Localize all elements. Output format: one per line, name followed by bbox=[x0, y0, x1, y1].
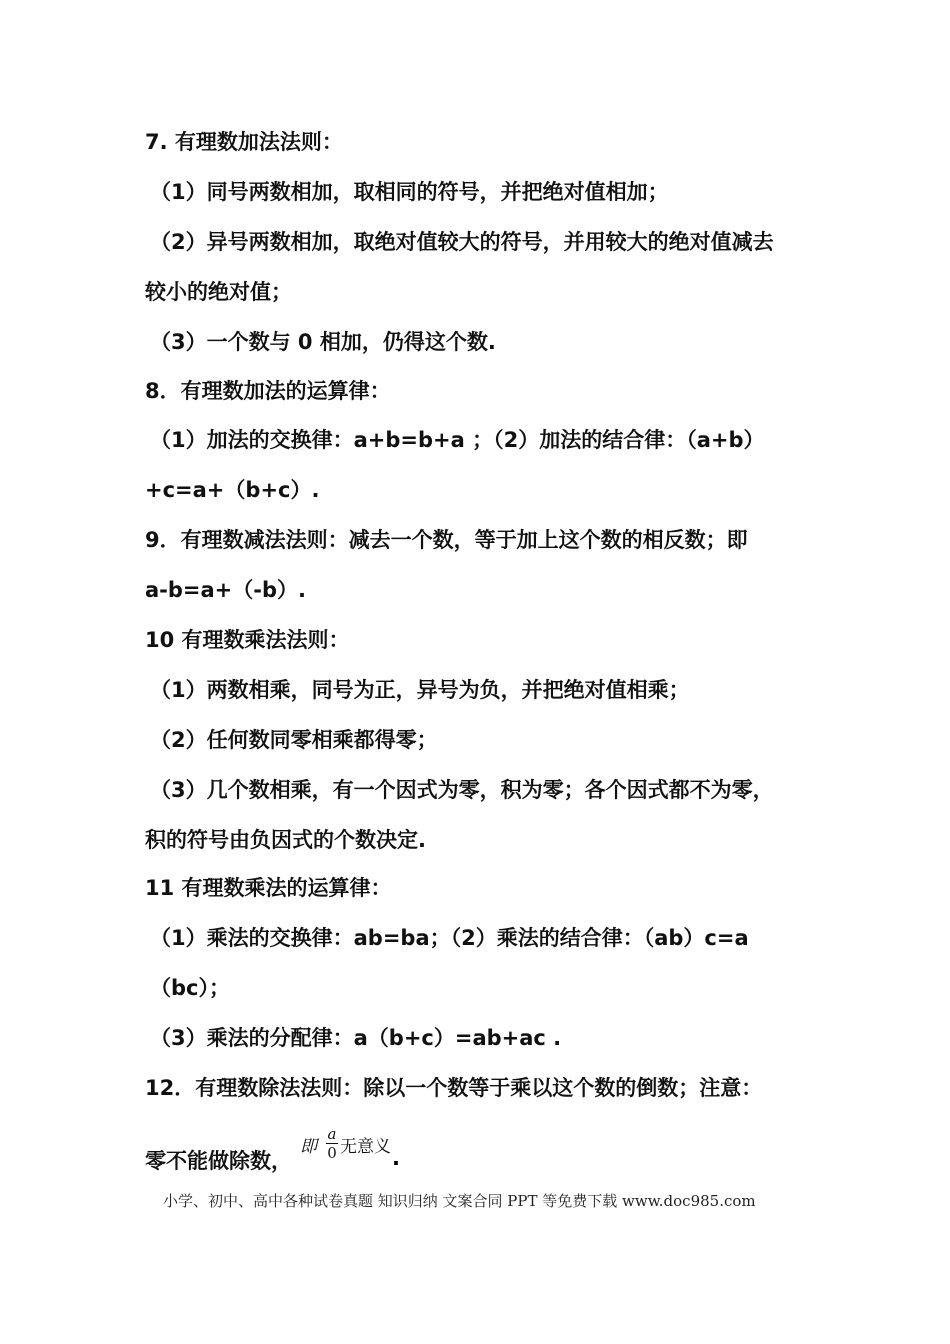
fraction-denominator: 0 bbox=[327, 1144, 337, 1162]
heading-7: 7. 有理数加法法则： bbox=[145, 130, 343, 154]
heading-10: 10 有理数乘法法则： bbox=[145, 628, 350, 652]
fraction-numerator: a bbox=[327, 1125, 337, 1143]
rule-7-3: （3）一个数与 0 相加，仍得这个数. bbox=[150, 330, 496, 354]
rule-10-3: （3）几个数相乘，有一个因式为零，积为零；各个因式都不为零， bbox=[150, 778, 774, 802]
formula-prefix: 即 bbox=[300, 1137, 317, 1157]
rule-7-2: （2）异号两数相加，取绝对值较大的符号，并用较大的绝对值减去 bbox=[150, 230, 774, 254]
rule-7-2-cont: 较小的绝对值； bbox=[145, 280, 292, 304]
rule-9-cont: a-b=a+（-b）. bbox=[145, 578, 307, 602]
rule-10-2: （2）任何数同零相乘都得零； bbox=[150, 728, 438, 752]
formula-suffix: 无意义 bbox=[340, 1137, 391, 1157]
heading-9: 9．有理数减法法则：减去一个数，等于加上这个数的相反数；即 bbox=[145, 528, 748, 552]
rule-10-1: （1）两数相乘，同号为正，异号为负，并把绝对值相乘； bbox=[150, 678, 690, 702]
heading-11: 11 有理数乘法的运算律： bbox=[145, 876, 392, 900]
formula-end: . bbox=[392, 1146, 400, 1170]
heading-12: 12．有理数除法法则：除以一个数等于乘以这个数的倒数；注意： bbox=[145, 1076, 763, 1100]
fraction bbox=[326, 1126, 338, 1161]
rule-11-1: （1）乘法的交换律：ab=ba；（2）乘法的结合律：（ab）c=a bbox=[150, 926, 749, 950]
rule-8-1: （1）加法的交换律：a+b=b+a ；（2）加法的结合律：（a+b） bbox=[150, 428, 765, 452]
rule-11-1-cont: （bc）； bbox=[150, 976, 230, 1000]
rule-8-1-cont: +c=a+（b+c）. bbox=[145, 478, 320, 502]
page-footer: 小学、初中、高中各种试卷真题 知识归纳 文案合同 PPT 等免费下载 www.doc985.com bbox=[163, 1192, 756, 1210]
heading-8: 8．有理数加法的运算律： bbox=[145, 379, 391, 403]
rule-11-3: （3）乘法的分配律：a（b+c）=ab+ac . bbox=[150, 1026, 562, 1050]
rule-12-cont: 零不能做除数， bbox=[145, 1149, 292, 1173]
rule-10-3-cont: 积的符号由负因式的个数决定. bbox=[145, 828, 426, 852]
rule-7-1: （1）同号两数相加，取相同的符号，并把绝对值相加； bbox=[150, 180, 669, 204]
